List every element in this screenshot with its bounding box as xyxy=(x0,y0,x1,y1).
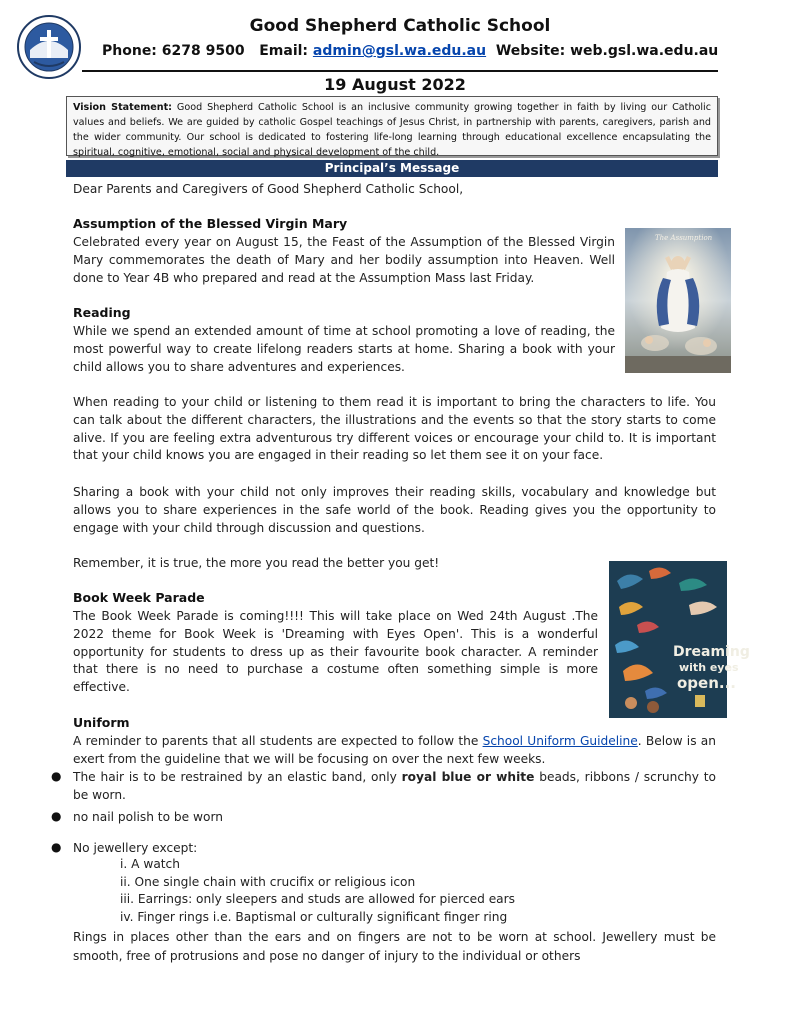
school-name: Good Shepherd Catholic School xyxy=(249,16,551,36)
bullet-1-dot: ● xyxy=(51,769,62,783)
bullet-1-after: beads, ribbons / scrunchy to be worn. xyxy=(73,770,717,802)
bookweek-text: The Book Week Parade is coming!!!! This will take place on Wed 24th August .The 2022 theme for Book Week is 'Dreaming with Eyes Open'. This is a wonderful opportunity for students to dress up as their favourite book character. A reminder that there is no need to purchase a costume often something simple is more effective. xyxy=(73,609,598,695)
jewellery-item-4: iv. Finger rings i.e. Baptismal or culturally significant finger ring xyxy=(120,910,508,924)
jewellery-item-2: ii. One single chain with crucifix or religious icon xyxy=(120,875,416,889)
email-link[interactable]: admin@gsl.wa.edu.au xyxy=(312,43,487,59)
bullet-1-bold: royal blue or white xyxy=(401,770,535,784)
poster-title-3: open... xyxy=(677,674,736,692)
bookweek-poster xyxy=(609,561,750,718)
uniform-intro-before: A reminder to parents that all students are expected to follow the xyxy=(73,734,479,748)
uniform-heading: Uniform xyxy=(73,715,130,730)
assumption-image xyxy=(625,228,731,373)
bullet-2-dot: ● xyxy=(51,809,62,823)
assumption-caption: The Assumption xyxy=(655,234,713,242)
reading-p2: When reading to your child or listening to them read it is important to bring the characters to life. You can talk about the different characters, the illustrations and the events so that the story starts to come alive. If you are feeling extra adventurous try different voices or encourage your child to. It is important that your child knows you are engaged in their reading so let them see it on your face. xyxy=(73,395,716,463)
greeting: Dear Parents and Caregivers of Good Shepherd Catholic School, xyxy=(73,182,464,196)
reading-heading: Reading xyxy=(73,305,131,320)
website: Website: web.gsl.wa.edu.au xyxy=(495,43,719,59)
issue-date: 19 August 2022 xyxy=(324,75,466,94)
bullet-1-text xyxy=(73,769,716,805)
reading-p4: Remember, it is true, the more you read the better you get! xyxy=(73,556,440,570)
uniform-intro-after: . Below is an exert from the guideline that we will be focusing on over the next few weeks. xyxy=(73,734,716,766)
principal-banner: Principal’s Message xyxy=(66,160,718,177)
vision-text: Good Shepherd Catholic School is an inclusive community growing together in faith by living our Catholic values and beliefs. We are guided by catholic Gospel teachings of Jesus Christ, in partnership with parents, caregivers, parish and the wider community. Our school is dedicated to fostering life-long learning through educational excellence encapsulating the spiritual, cognitive, emotional, social and physical development of the child. xyxy=(73,102,712,158)
uniform-intro xyxy=(73,733,716,769)
reading-p3: Sharing a book with your child not only improves their reading skills, vocabulary and knowledge but allows you to share experiences in the safe world of the book. Reading gives you the opportunity to engage with your child through discussion and questions. xyxy=(73,485,716,535)
bullet-3-text: No jewellery except: xyxy=(73,841,198,855)
reading-p1: While we spend an extended amount of time at school promoting a love of reading, the most powerful way to create lifelong readers starts at home. Sharing a book with your child allows you to share adventures and experiences. xyxy=(73,324,615,374)
header-divider xyxy=(82,70,718,72)
assumption-text: Celebrated every year on August 15, the Feast of the Assumption of the Blessed Virgin Mary commemorates the death of Mary and her bodily assumption into Heaven. Well done to Year 4B who prepared and read at the Assumption Mass last Friday. xyxy=(73,235,615,285)
bullet-2-text: no nail polish to be worn xyxy=(73,810,223,824)
contact-line xyxy=(102,43,718,59)
bullet-1-before: The hair is to be restrained by an elastic band, only xyxy=(73,770,397,784)
assumption-heading: Assumption of the Blessed Virgin Mary xyxy=(73,216,348,231)
email-label: Email: xyxy=(259,43,309,59)
phone: Phone: 6278 9500 xyxy=(102,43,245,59)
uniform-closing: Rings in places other than the ears and on fingers are not to be worn at school. Jewellery must be smooth, free of protrusions and pose no danger of injury to the individual or others xyxy=(73,930,716,963)
jewellery-item-1: i. A watch xyxy=(120,857,180,871)
poster-title-2: with eyes xyxy=(679,661,739,674)
bullet-3-dot: ● xyxy=(51,840,62,854)
bookweek-heading: Book Week Parade xyxy=(73,590,205,605)
poster-title-1: Dreaming xyxy=(673,644,750,660)
vision-label: Vision Statement: xyxy=(73,102,172,113)
uniform-guideline-link[interactable]: School Uniform Guideline xyxy=(482,734,638,748)
jewellery-item-3: iii. Earrings: only sleepers and studs are allowed for pierced ears xyxy=(120,892,516,906)
vision-statement xyxy=(66,96,718,156)
